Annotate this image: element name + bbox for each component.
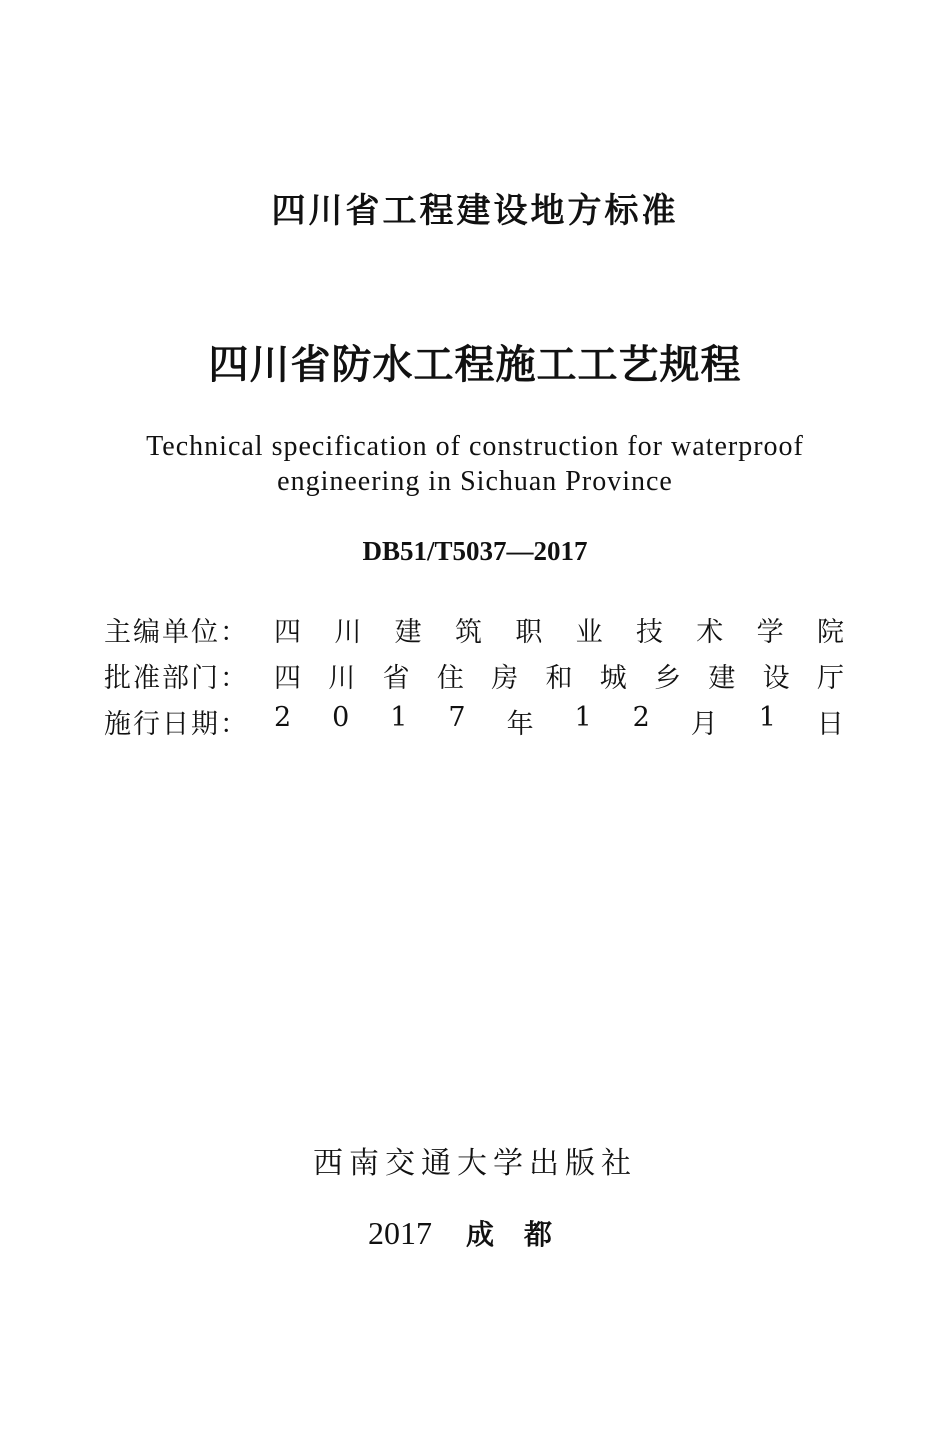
date-char: 2 <box>274 701 292 733</box>
date-char: 1 <box>390 701 408 733</box>
publisher-name: 西南交通大学出版社 <box>313 1146 637 1181</box>
editor-char: 建 <box>394 616 422 648</box>
date-char: 月 <box>690 708 718 740</box>
editor-char: 术 <box>696 616 724 648</box>
approver-char: 省 <box>382 662 410 694</box>
approver-row <box>104 655 844 695</box>
approver-char: 厅 <box>816 662 844 694</box>
approver-label: 批准部门： <box>104 662 249 694</box>
editor-char: 川 <box>334 616 362 648</box>
english-title-line-1: Technical specification of construction for waterproof <box>146 431 804 462</box>
approver-char: 城 <box>599 662 627 694</box>
date-char: 7 <box>448 701 466 733</box>
editor-char: 技 <box>635 616 663 648</box>
date-char: 年 <box>506 708 534 740</box>
editor-char: 业 <box>575 616 603 648</box>
editor-char: 院 <box>816 616 844 648</box>
approver-value <box>274 656 844 695</box>
editor-char: 四 <box>274 616 301 648</box>
editor-char: 职 <box>515 616 543 648</box>
publication-city: 成都 <box>465 1218 582 1251</box>
effective-date-value <box>274 702 844 741</box>
approver-char: 四 <box>274 662 301 694</box>
publication-year: 2017 <box>367 1215 432 1251</box>
approver-char: 乡 <box>654 662 682 694</box>
standard-code: DB51/T5037—2017 <box>362 536 588 566</box>
editor-char: 学 <box>756 616 784 648</box>
approver-char: 和 <box>545 662 573 694</box>
editor-char: 筑 <box>454 616 482 648</box>
date-char: 0 <box>332 701 350 733</box>
page-title: 四川省防水工程施工工艺规程 <box>208 342 742 388</box>
series-label: 四川省工程建设地方标准 <box>271 191 679 231</box>
approver-char: 建 <box>708 662 736 694</box>
approver-char: 房 <box>491 662 519 694</box>
english-title-line-2: engineering in Sichuan Province <box>277 466 673 497</box>
editor-value <box>274 610 844 649</box>
date-char: 1 <box>758 701 776 733</box>
publication-place-line <box>0 1213 950 1253</box>
effective-date-label: 施行日期： <box>104 708 249 740</box>
editor-row <box>104 609 844 649</box>
effective-date-row <box>104 701 844 741</box>
approver-char: 川 <box>328 662 356 694</box>
approver-char: 住 <box>436 662 464 694</box>
editor-label: 主编单位： <box>104 616 249 648</box>
date-char: 2 <box>632 701 650 733</box>
approver-char: 设 <box>762 662 790 694</box>
date-char: 1 <box>574 701 592 733</box>
date-char: 日 <box>816 708 844 740</box>
